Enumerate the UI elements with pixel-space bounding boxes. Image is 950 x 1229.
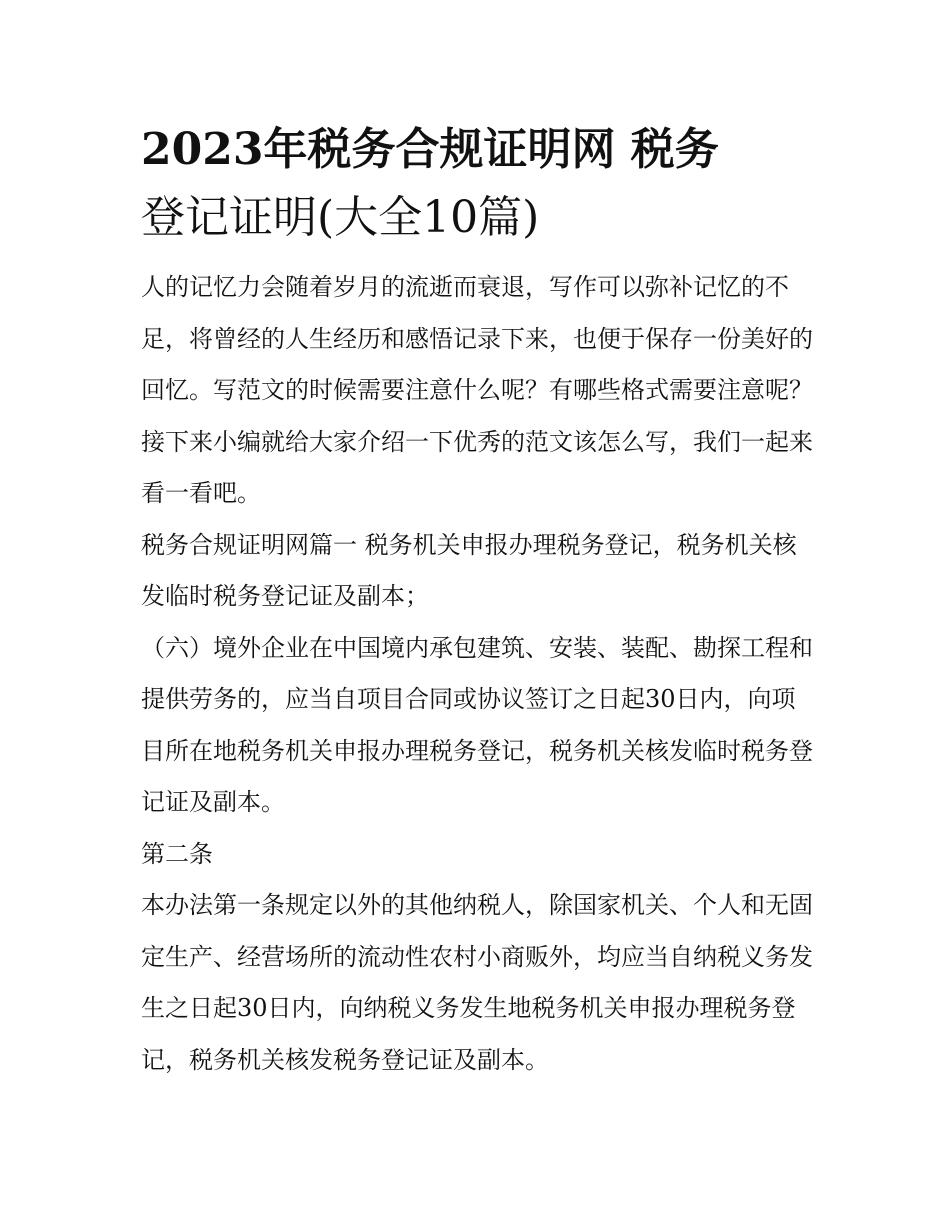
- section-one-paragraph: 税务合规证明网篇一 税务机关申报办理税务登记，税务机关核发临时税务登记证及副本；: [141, 530, 797, 610]
- intro-paragraph: 人的记忆力会随着岁月的流逝而衰退，写作可以弥补记忆的不足，将曾经的人生经历和感悟记录下来，也便于保存一份美好的回忆。写范文的时候需要注意什么呢？有哪些格式需要注意呢？接下来小编就给大家介绍一下优秀的范文该怎么写，我们一起来看一看吧。: [141, 273, 813, 507]
- article-two-heading: 第二条: [141, 839, 213, 868]
- article-two-paragraph: 本办法第一条规定以外的其他纳税人，除国家机关、个人和无固定生产、经营场所的流动性农村小商贩外，均应当自纳税义务发生之日起30日内，向纳税义务发生地税务机关申报办理税务登记，税务机关核发税务登记证及副本。: [141, 891, 813, 1074]
- document-title: [141, 116, 813, 252]
- document-body: [141, 116, 813, 1086]
- clause-six-paragraph: （六）境外企业在中国境内承包建筑、安装、装配、勘探工程和提供劳务的，应当自项目合同或协议签订之日起30日内，向项目所在地税务机关申报办理税务登记，税务机关核发临时税务登记证及副本。: [141, 633, 813, 816]
- document-title-rest: 登记证明(大全10篇): [141, 192, 540, 243]
- document-title-bold: 2023年税务合规证明网 税务: [141, 124, 719, 175]
